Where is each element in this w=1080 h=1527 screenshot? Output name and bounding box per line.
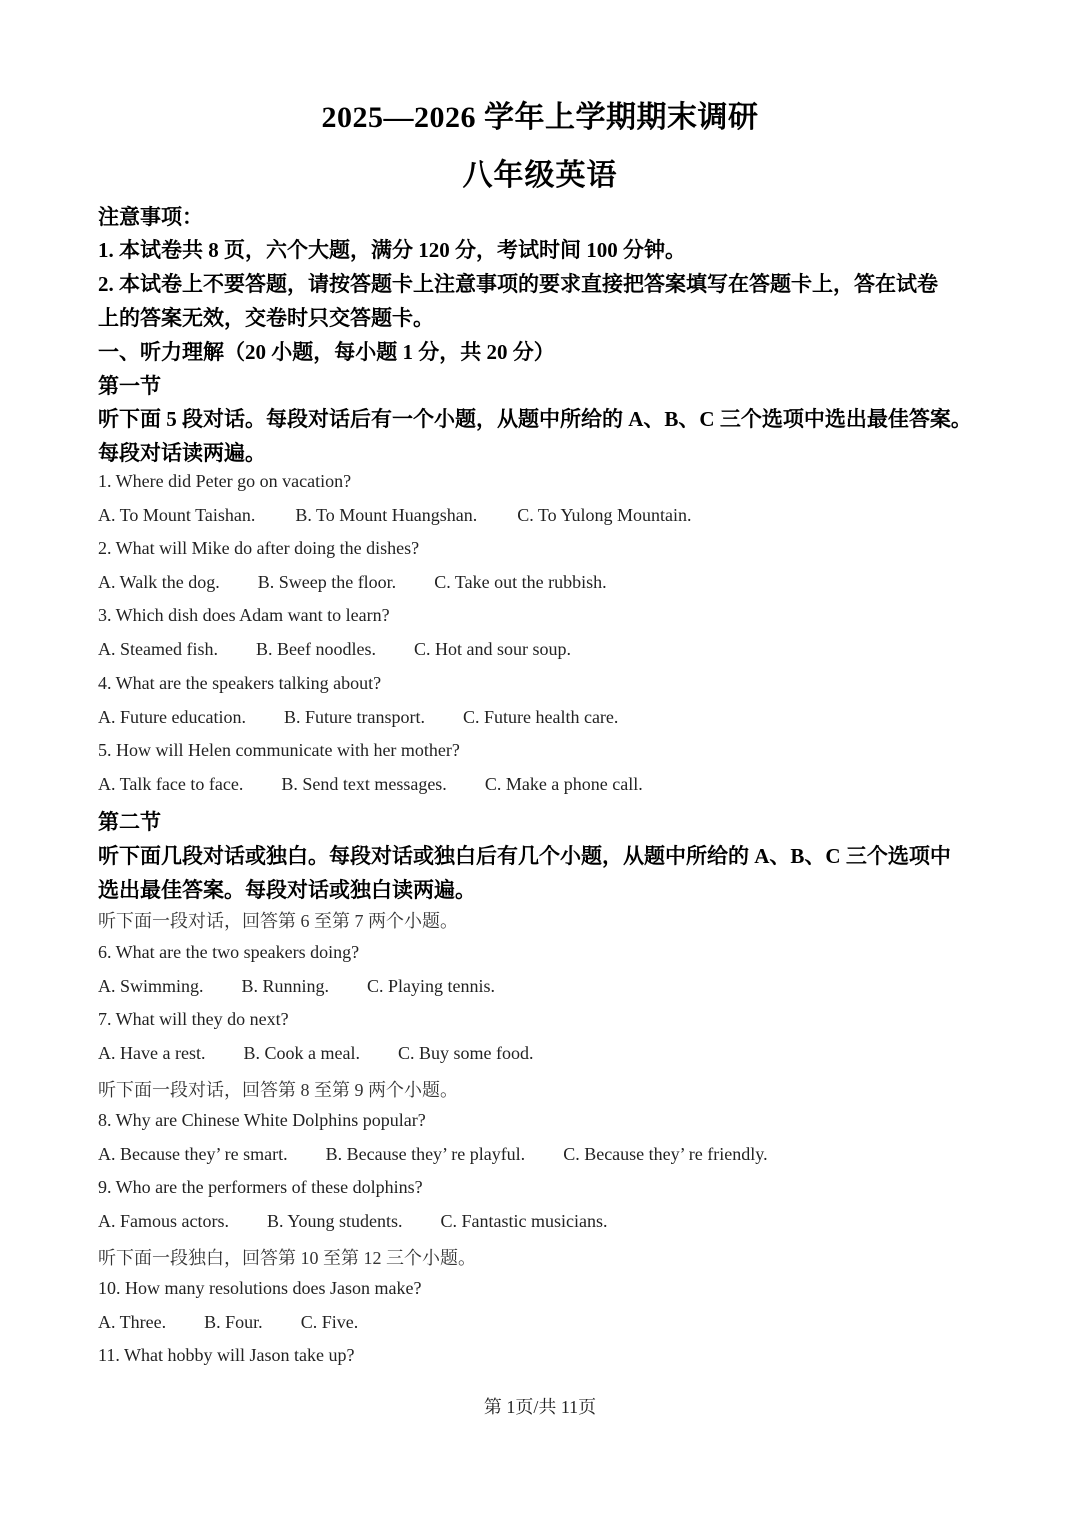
option-c: C. Hot and sour soup. <box>413 639 571 659</box>
option-a: A. Three. <box>98 1312 167 1332</box>
question-8: 8. Why are Chinese White Dolphins popular? <box>98 1110 426 1130</box>
option-a: A. Future education. <box>98 707 246 727</box>
option-c: C. Because they’ re friendly. <box>563 1144 768 1164</box>
exam-subtitle: 八年级英语 <box>462 159 618 192</box>
option-c: C. Future health care. <box>462 707 619 727</box>
option-b: B. Young students. <box>266 1211 403 1231</box>
option-b: B. Beef noodles. <box>255 639 376 659</box>
section-1-instruction-line-1: 听下面 5 段对话。每段对话后有一个小题，从题中所给的 A、B、C 三个选项中选出最佳答案。 <box>98 407 972 431</box>
option-b: B. Four. <box>204 1312 263 1332</box>
option-c: C. Five. <box>300 1312 359 1332</box>
question-5: 5. How will Helen communicate with her mother? <box>98 740 460 760</box>
option-c: C. Make a phone call. <box>484 774 643 794</box>
option-c: C. Playing tennis. <box>367 976 496 996</box>
question-4-options <box>98 707 618 728</box>
question-6-options <box>98 976 495 997</box>
option-b: B. Cook a meal. <box>243 1043 360 1063</box>
option-c: C. Take out the rubbish. <box>434 572 607 592</box>
question-9-options <box>98 1211 608 1232</box>
option-c: C. To Yulong Mountain. <box>517 505 692 525</box>
option-b: B. Because they’ re playful. <box>325 1144 526 1164</box>
option-a: A. Walk the dog. <box>98 572 220 592</box>
option-a: A. Because they’ re smart. <box>98 1144 288 1164</box>
listening-hint-2: 听下面一段对话，回答第 8 至第 9 两个小题。 <box>98 1080 458 1100</box>
option-c: C. Fantastic musicians. <box>440 1211 608 1231</box>
question-5-options <box>98 774 643 795</box>
notice-item-1: 1. 本试卷共 8 页，六个大题，满分 120 分，考试时间 100 分钟。 <box>98 238 686 262</box>
listening-hint-3: 听下面一段独白，回答第 10 至第 12 三个小题。 <box>98 1248 476 1268</box>
question-8-options <box>98 1144 768 1165</box>
question-6: 6. What are the two speakers doing? <box>98 942 360 962</box>
option-a: A. To Mount Taishan. <box>98 505 256 525</box>
option-b: B. Future transport. <box>283 707 425 727</box>
option-a: A. Have a rest. <box>98 1043 206 1063</box>
section-1-heading: 第一节 <box>98 374 161 398</box>
option-b: B. Sweep the floor. <box>257 572 397 592</box>
question-4: 4. What are the speakers talking about? <box>98 673 382 693</box>
notice-heading: 注意事项： <box>98 205 203 229</box>
question-3-options <box>98 639 571 660</box>
section-2-instruction-line-1: 听下面几段对话或独白。每段对话或独白后有几个小题，从题中所给的 A、B、C 三个选项中 <box>98 844 951 868</box>
question-10: 10. How many resolutions does Jason make? <box>98 1278 422 1298</box>
question-2: 2. What will Mike do after doing the dishes? <box>98 538 420 558</box>
section-1-instruction-line-2: 每段对话读两遍。 <box>98 441 266 465</box>
option-b: B. Running. <box>241 976 330 996</box>
option-c: C. Buy some food. <box>397 1043 534 1063</box>
exam-title: 2025—2026 学年上学期期末调研 <box>321 101 759 134</box>
section-2-instruction-line-2: 选出最佳答案。每段对话或独白读两遍。 <box>98 878 476 902</box>
option-a: A. Famous actors. <box>98 1211 229 1231</box>
question-3: 3. Which dish does Adam want to learn? <box>98 605 390 625</box>
question-2-options <box>98 572 607 593</box>
question-1: 1. Where did Peter go on vacation? <box>98 471 352 491</box>
question-9: 9. Who are the performers of these dolphins? <box>98 1177 423 1197</box>
part-1-heading: 一、听力理解（20 小题，每小题 1 分，共 20 分） <box>98 340 555 364</box>
page-indicator: 第 1页/共 11页 <box>483 1397 597 1417</box>
question-7-options <box>98 1043 533 1064</box>
option-a: A. Steamed fish. <box>98 639 218 659</box>
listening-hint-1: 听下面一段对话，回答第 6 至第 7 两个小题。 <box>98 911 458 931</box>
option-a: A. Swimming. <box>98 976 204 996</box>
option-b: B. Send text messages. <box>281 774 447 794</box>
section-2-heading: 第二节 <box>98 810 161 834</box>
question-11: 11. What hobby will Jason take up? <box>98 1345 355 1365</box>
option-a: A. Talk face to face. <box>98 774 244 794</box>
question-7: 7. What will they do next? <box>98 1009 289 1029</box>
option-b: B. To Mount Huangshan. <box>295 505 478 525</box>
notice-item-2-line-1: 2. 本试卷上不要答题，请按答题卡上注意事项的要求直接把答案填写在答题卡上，答在试卷 <box>98 272 938 296</box>
question-1-options <box>98 505 692 526</box>
notice-item-2-line-2: 上的答案无效，交卷时只交答题卡。 <box>98 306 434 330</box>
question-10-options <box>98 1312 358 1333</box>
